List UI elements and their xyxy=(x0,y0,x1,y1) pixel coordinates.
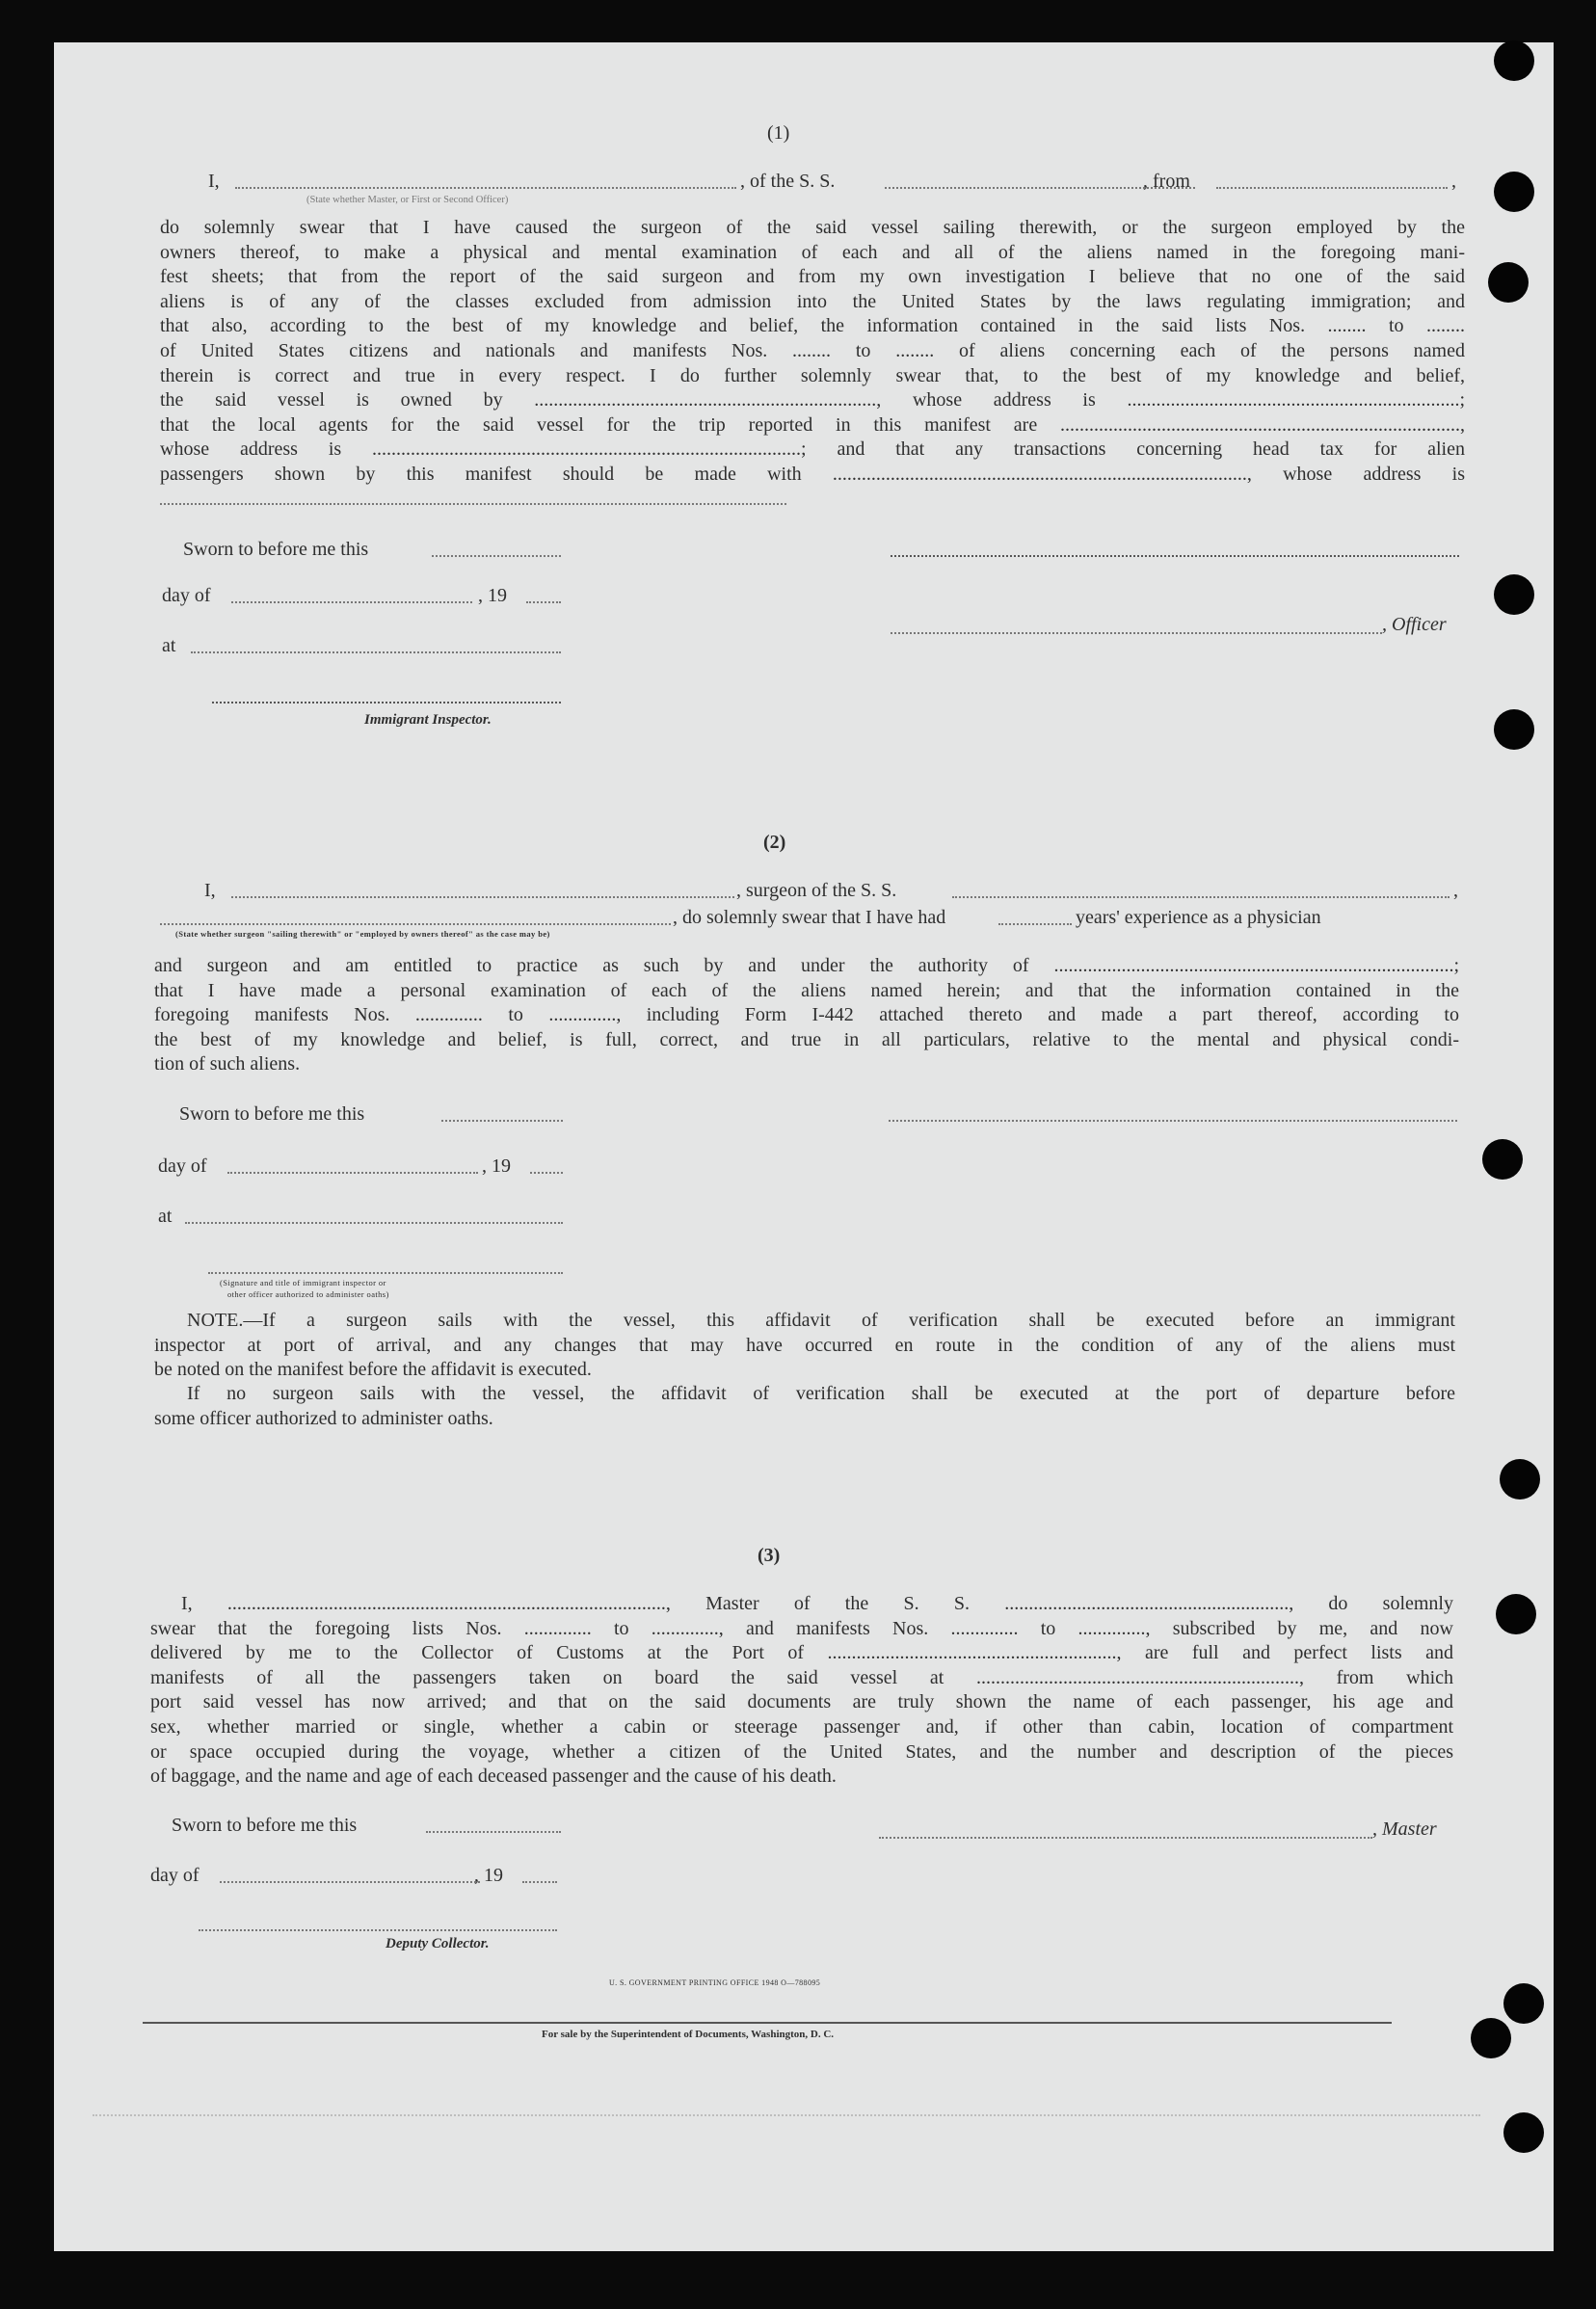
punch-hole xyxy=(1471,2018,1511,2058)
sale-notice: For sale by the Superintendent of Documents, Washington, D. C. xyxy=(542,2029,835,2040)
day-month-field[interactable] xyxy=(220,1881,480,1883)
officer-signature-line[interactable] xyxy=(891,555,1459,557)
form-page xyxy=(54,42,1554,2251)
line-end-comma: , xyxy=(1453,880,1458,901)
oath-line: sex, whether married or single, whether a cabin or steerage passenger and, if other than cabin, location of compartment xyxy=(150,1715,1453,1738)
oath-line: passengers shown by this manifest should be made with ......................................................................................, whose address is xyxy=(160,463,1465,485)
oath-line: of United States citizens and nationals and manifests Nos. ........ to ........ of aliens concerning each of the persons named xyxy=(160,339,1465,361)
note-line: NOTE.—If a surgeon sails with the vessel, this affidavit of verification shall be executed before an immigrant xyxy=(187,1310,1455,1331)
oath-line: the said vessel is owned by ......................................................................., whose address is .....................................................................; xyxy=(160,389,1465,411)
year-field[interactable] xyxy=(530,1172,563,1174)
oath-line: that also, according to the best of my knowledge and belief, the information contained in the said lists Nos. ........ to ........ xyxy=(160,315,1465,337)
surgeon-type-field[interactable] xyxy=(160,923,671,925)
oath-line: I, ..........................................................................................., Master of the S. S. ..........................................................., do solemnly xyxy=(181,1593,1453,1614)
punch-hole xyxy=(1496,1594,1536,1634)
at-label: at xyxy=(162,635,176,656)
sworn-label: Sworn to before me this xyxy=(183,539,369,560)
punch-hole xyxy=(1482,1139,1523,1180)
administering-officer-signature-line[interactable] xyxy=(208,1272,563,1274)
surgeon-type-note: (State whether surgeon "sailing therewith" or "employed by owners thereof" as the case may be) xyxy=(175,929,550,939)
from-label: , from xyxy=(1143,171,1190,192)
note-line: be noted on the manifest before the affidavit is executed. xyxy=(154,1359,592,1381)
year-label: , 19 xyxy=(482,1155,511,1177)
sworn-label: Sworn to before me this xyxy=(179,1103,365,1125)
section-1-i: I, xyxy=(208,171,220,192)
day-month-field[interactable] xyxy=(231,601,472,603)
oath-line: therein is correct and true in every respect. I do further solemnly swear that, to the best of my knowledge and belief, xyxy=(160,364,1465,386)
years-experience-field[interactable] xyxy=(998,923,1072,925)
note-line: inspector at port of arrival, and any changes that may have occurred en route in the condition of any of the aliens must xyxy=(154,1334,1455,1356)
oath-line: the best of my knowledge and belief, is full, correct, and true in all particulars, relative to the mental and physical condi- xyxy=(154,1028,1459,1050)
years-experience-label: years' experience as a physician xyxy=(1076,907,1321,928)
of-the-ss-label: , of the S. S. xyxy=(740,171,836,192)
surgeon-of-ss-label: , surgeon of the S. S. xyxy=(736,880,897,901)
oath-line: fest sheets; that from the report of the said surgeon and from my own investigation I believe that no one of the said xyxy=(160,266,1465,288)
section-3-number: (3) xyxy=(758,1545,781,1566)
surgeon-vessel-field[interactable] xyxy=(952,896,1450,898)
oath-line: foregoing manifests Nos. .............. to .............., including Form I-442 attached thereto and made a part thereof, according to xyxy=(154,1004,1459,1026)
master-caption: , Master xyxy=(1372,1818,1437,1840)
officer-title-line[interactable] xyxy=(891,632,1382,634)
line-end-comma: , xyxy=(1451,171,1456,192)
day-of-label: day of xyxy=(150,1865,200,1886)
punch-hole xyxy=(1500,1459,1540,1500)
oath-line: aliens is of any of the classes excluded from admission into the United States by the laws regulating immigration; and xyxy=(160,290,1465,312)
oath-line: that I have made a personal examination of each of the aliens named herein; and that the information contained in the xyxy=(154,979,1459,1001)
section-2-i: I, xyxy=(204,880,216,901)
at-place-field[interactable] xyxy=(185,1222,563,1224)
signature-note-line-1: (Signature and title of immigrant inspector or xyxy=(220,1278,386,1287)
officer-rank-note: (State whether Master, or First or Second Officer) xyxy=(306,195,509,205)
oath-line: whose address is .........................................................................................; and that any transactions concerning head tax for alien xyxy=(160,438,1465,461)
day-of-label: day of xyxy=(158,1155,207,1177)
sworn-date-field[interactable] xyxy=(441,1120,563,1122)
collector-signature-line[interactable] xyxy=(199,1929,557,1931)
collector-caption: Deputy Collector. xyxy=(386,1936,490,1951)
note-line: some officer authorized to administer oaths. xyxy=(154,1407,493,1429)
officer-name-field[interactable] xyxy=(235,187,736,189)
punch-hole xyxy=(1494,172,1534,212)
punch-hole xyxy=(1488,262,1529,303)
sworn-label: Sworn to before me this xyxy=(172,1815,358,1836)
oath-line: owners thereof, to make a physical and mental examination of each and all of the aliens named in the foregoing mani- xyxy=(160,241,1465,263)
at-place-field[interactable] xyxy=(191,651,561,653)
note-line: If no surgeon sails with the vessel, the affidavit of verification shall be executed at the port of departure before xyxy=(187,1383,1455,1404)
at-label: at xyxy=(158,1206,173,1227)
oath-line: that the local agents for the said vessel for the trip reported in this manifest are ..................................................................................., xyxy=(160,413,1465,436)
oath-line: delivered by me to the Collector of Customs at the Port of ............................................................, are full and perfect lists and xyxy=(150,1642,1453,1664)
from-port-field[interactable] xyxy=(1216,187,1448,189)
section-2-number: (2) xyxy=(763,832,786,853)
year-field[interactable] xyxy=(522,1881,557,1883)
sworn-date-field[interactable] xyxy=(432,555,561,557)
oath-line: swear that the foregoing lists Nos. .............. to .............., and manifests Nos. .............. to .............., subscribed by me, and now xyxy=(150,1617,1453,1639)
year-label: , 19 xyxy=(474,1865,503,1886)
punch-hole xyxy=(1503,2112,1544,2153)
surgeon-name-field[interactable] xyxy=(231,896,734,898)
signature-note-line-2: other officer authorized to administer oaths) xyxy=(227,1289,389,1299)
surgeon-note-text xyxy=(154,1309,1455,1383)
punch-hole xyxy=(1494,40,1534,81)
footer-rule xyxy=(143,2022,1392,2024)
inspector-caption: Immigrant Inspector. xyxy=(364,712,492,728)
oath-line: manifests of all the passengers taken on board the said vessel at ..................................................................., from which xyxy=(150,1666,1453,1688)
inspector-signature-line[interactable] xyxy=(212,702,561,703)
officer-caption: , Officer xyxy=(1382,614,1447,635)
oath-line: of baggage, and the name and age of each deceased passenger and the cause of his death. xyxy=(150,1765,837,1788)
oath-line: and surgeon and am entitled to practice as such by and under the authority of ...................................................................................; xyxy=(154,955,1459,976)
section-3-oath-text xyxy=(150,1592,1453,1790)
oath-line: port said vessel has now arrived; and that on the said documents are truly shown the name of each passenger, his age and xyxy=(150,1691,1453,1713)
punch-hole xyxy=(1494,709,1534,750)
punch-hole xyxy=(1494,574,1534,615)
master-signature-line[interactable] xyxy=(879,1837,1372,1839)
oath-line: or space occupied during the voyage, whether a citizen of the United States, and the number and description of the pieces xyxy=(150,1740,1453,1763)
section-2-oath-text xyxy=(154,954,1459,1077)
year-field[interactable] xyxy=(526,601,561,603)
oath-line: do solemnly swear that I have caused the surgeon of the said vessel sailing therewith, or the surgeon employed by the xyxy=(160,217,1465,238)
day-month-field[interactable] xyxy=(227,1172,478,1174)
year-label: , 19 xyxy=(478,585,507,606)
surgeon-signature-line[interactable] xyxy=(889,1120,1457,1122)
day-of-label: day of xyxy=(162,585,211,606)
section-1-oath-text xyxy=(160,216,1465,488)
oath-line: tion of such aliens. xyxy=(154,1053,301,1075)
punch-hole xyxy=(1503,1983,1544,2024)
do-solemnly-swear-label: , do solemnly swear that I have had xyxy=(673,907,946,928)
address-continuation-field[interactable] xyxy=(160,503,786,505)
gpo-imprint: U. S. GOVERNMENT PRINTING OFFICE 1948 O—788095 xyxy=(609,1978,821,1987)
sworn-date-field[interactable] xyxy=(426,1831,561,1833)
bottom-bleed-line xyxy=(93,2114,1480,2116)
section-1-number: (1) xyxy=(767,122,790,144)
no-surgeon-note-text xyxy=(154,1382,1455,1431)
